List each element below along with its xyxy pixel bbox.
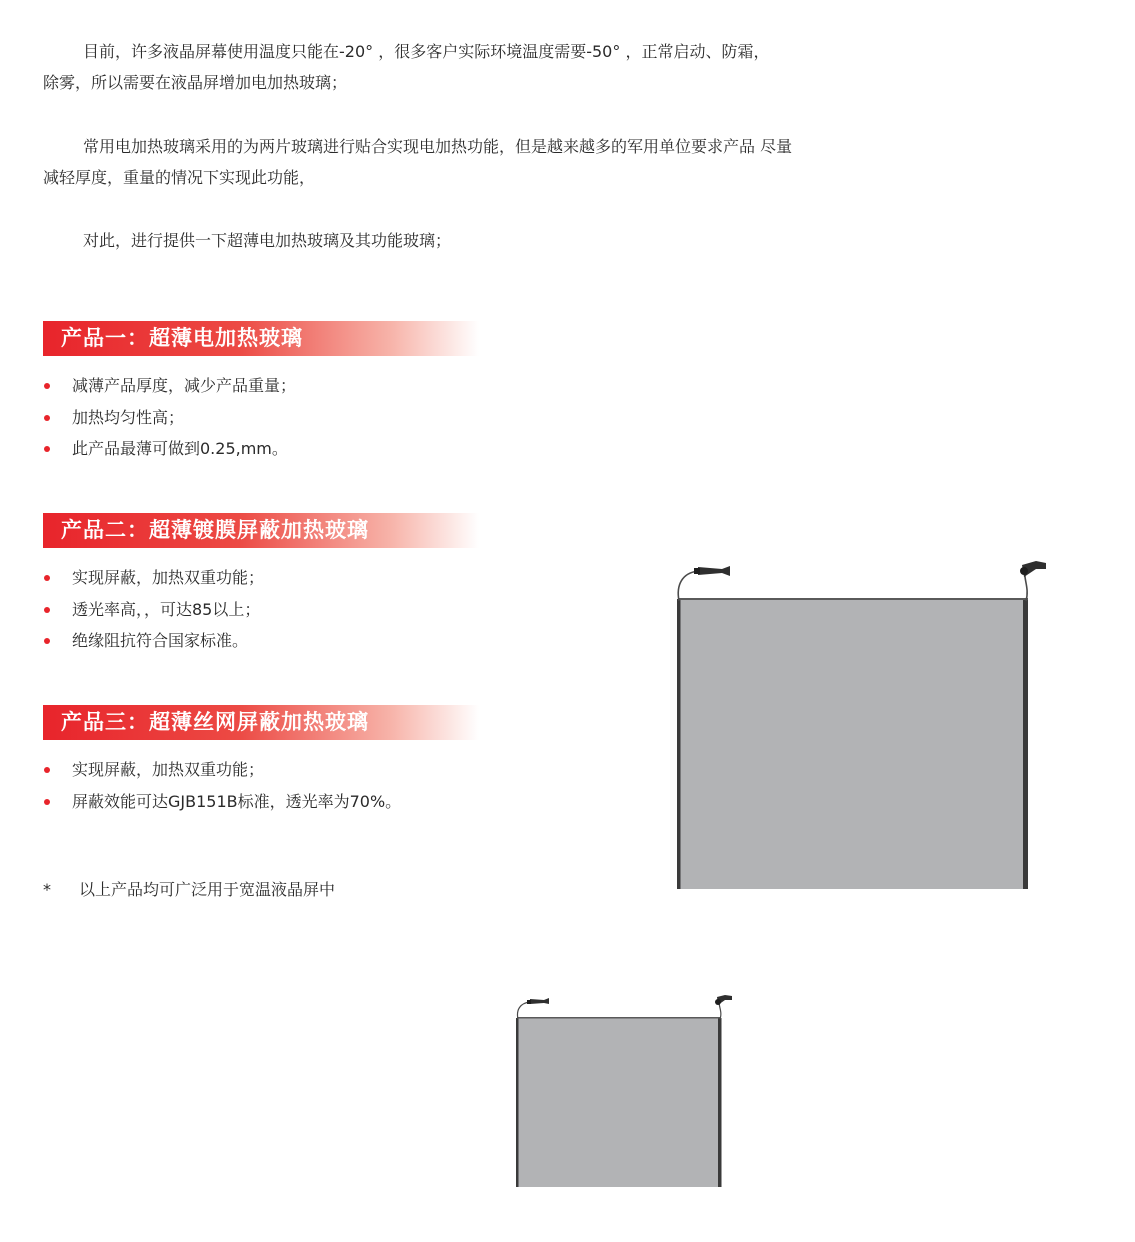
- list-item-text: 减薄产品厚度，减少产品重量；: [72, 376, 297, 395]
- glass-panel-surface: [678, 599, 1028, 889]
- bullet-dot-icon: [44, 383, 50, 389]
- heating-glass-panel-image-small: [512, 992, 742, 1192]
- list-item-text: 屏蔽效能可达GJB151B标准，透光率为70%。: [72, 791, 402, 811]
- footnote: [43, 874, 335, 905]
- intro-line: 常用电加热玻璃采用的为两片玻璃进行贴合实现电加热功能，但是越来越多的军用单位要求产品 尽量: [83, 137, 793, 156]
- product-1-bullets: [43, 370, 296, 465]
- left-connector-icon: [527, 998, 549, 1004]
- list-item-text: 透光率高，，可达85以上；: [72, 599, 261, 619]
- bullet-dot-icon: [44, 638, 50, 644]
- glass-panel-surface: [517, 1018, 721, 1187]
- list-item: [43, 754, 401, 786]
- bullet-dot-icon: [44, 767, 50, 773]
- bullet-dot-icon: [44, 799, 50, 805]
- left-wire: [678, 571, 698, 601]
- heating-glass-panel-image-large: [670, 555, 1055, 895]
- top-edge: [517, 1017, 721, 1019]
- list-item: [43, 594, 264, 626]
- intro-line: 减轻厚度，重量的情况下实现此功能，: [43, 168, 316, 187]
- left-connector-icon: [694, 566, 730, 576]
- intro-paragraph-3: [43, 225, 903, 256]
- left-busbar: [677, 599, 681, 889]
- intro-paragraph-2: [43, 131, 903, 193]
- list-item: [43, 433, 296, 465]
- left-wire: [518, 1002, 531, 1019]
- right-connector-icon: [1020, 561, 1046, 577]
- intro-paragraph-1: [43, 36, 903, 98]
- bullet-dot-icon: [44, 575, 50, 581]
- list-item: [43, 370, 296, 402]
- product-2-title: 产品二：超薄镀膜屏蔽加热玻璃: [43, 513, 479, 548]
- footnote-marker: *: [43, 880, 51, 899]
- footnote-text: 以上产品均可广泛用于宽温液晶屏中: [79, 880, 336, 899]
- bullet-dot-icon: [44, 607, 50, 613]
- product-3-bullets: [43, 754, 401, 817]
- right-busbar: [1023, 599, 1028, 889]
- bullet-dot-icon: [44, 446, 50, 452]
- list-item-text: 实现屏蔽，加热双重功能；: [72, 568, 265, 587]
- list-item-text: 加热均匀性高；: [72, 407, 185, 427]
- list-item-text: 实现屏蔽，加热双重功能；: [72, 760, 265, 779]
- product-3-title: 产品三：超薄丝网屏蔽加热玻璃: [43, 705, 479, 740]
- list-item-text: 绝缘阻抗符合国家标准。: [72, 631, 249, 650]
- intro-line: 除雾，所以需要在液晶屏增加电加热玻璃；: [43, 73, 348, 92]
- list-item: [43, 786, 401, 818]
- list-item: [43, 402, 296, 434]
- right-busbar: [718, 1018, 722, 1187]
- list-item: [43, 562, 264, 594]
- right-connector-icon: [715, 995, 732, 1005]
- bullet-dot-icon: [44, 415, 50, 421]
- product-1-title: 产品一：超薄电加热玻璃: [43, 321, 479, 356]
- left-busbar: [516, 1018, 519, 1187]
- list-item-text: 此产品最薄可做到0.25,mm。: [72, 439, 288, 458]
- product-2-bullets: [43, 562, 264, 657]
- top-edge: [678, 598, 1028, 600]
- intro-line: 目前，许多液晶屏幕使用温度只能在-20° ，很多客户实际环境温度需要-50° ，正常启动、防霜，: [83, 42, 770, 61]
- intro-line: 对此，进行提供一下超薄电加热玻璃及其功能玻璃；: [83, 231, 452, 250]
- list-item: [43, 625, 264, 657]
